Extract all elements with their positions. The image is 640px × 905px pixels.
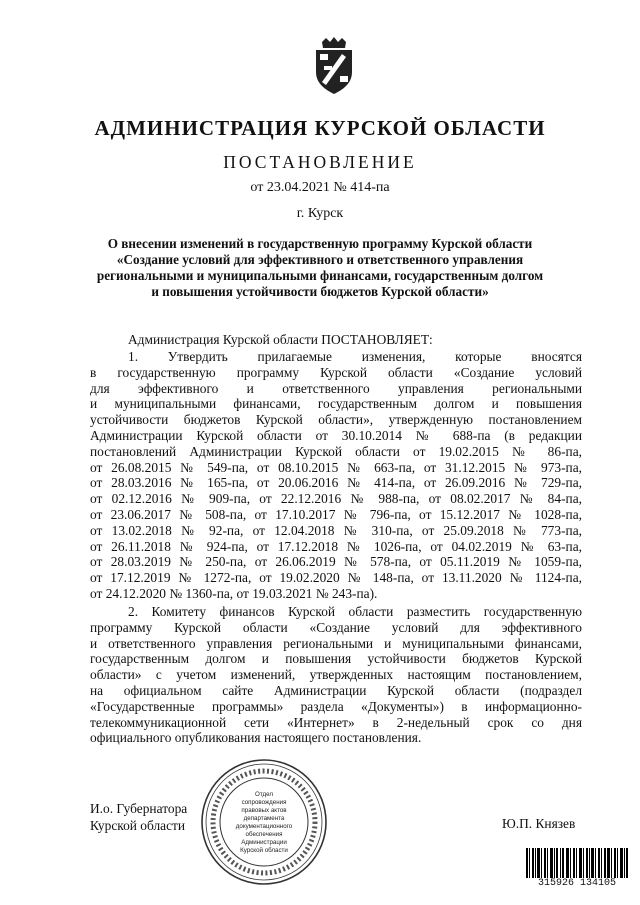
text-line: для эффективного и ответственного управления региональными <box>90 380 582 396</box>
text-line: государственным долгом и повышения устойчивости бюджетов Курской <box>90 651 582 667</box>
text-line: от 28.03.2019 № 250-па, от 26.06.2019 № 578-па, от 05.11.2019 № 1059-па, <box>90 554 582 570</box>
agency-name: АДМИНИСТРАЦИЯ КУРСКОЙ ОБЛАСТИ <box>94 116 546 140</box>
stamp-line: департамента <box>243 815 285 822</box>
official-stamp <box>198 756 330 888</box>
text-line: Администрации Курской области от 30.10.2014 № 688-па (в редакции <box>90 427 582 443</box>
text-line: официального опубликования настоящего постановления. <box>90 730 422 746</box>
subject-line: региональными и муниципальными финансами, государственным долгом <box>96 268 544 283</box>
stamp-line: Курской области <box>240 847 288 854</box>
text-line: и ответственного управления региональными и муниципальными финансами, <box>90 635 582 651</box>
signatory-title-line: Курской области <box>90 818 186 833</box>
document-date-number: от 23.04.2021 № 414-па <box>250 180 390 195</box>
document-type: ПОСТАНОВЛЕНИЕ <box>223 152 417 172</box>
text-line: от 17.12.2019 № 1272-па, от 19.02.2020 № 148-па, от 13.11.2020 № 1124-па, <box>90 570 582 586</box>
stamp-line: Отдел <box>255 791 273 798</box>
stamp-line: Администрации <box>241 839 287 846</box>
text-line: и муниципальными финансами, государственным долгом и повышения <box>90 396 582 412</box>
paragraph-2 <box>90 604 582 746</box>
barcode-number: 315926 134105 <box>524 878 630 889</box>
text-line: «Государственные программы» раздела «Документы») в информационно- <box>90 698 582 714</box>
text-line: на официальном сайте Администрации Курской области (подраздел <box>90 682 582 698</box>
text-line: от 28.03.2016 № 165-па, от 20.06.2016 № 414-па, от 26.09.2016 № 729-па, <box>90 475 582 491</box>
text-line: 2. Комитету финансов Курской области разместить государственную <box>128 604 582 619</box>
paragraph-1 <box>90 349 582 602</box>
text-line: устойчивости бюджетов Курской области», утвержденную постановлением <box>90 412 582 428</box>
text-line: от 02.12.2016 № 909-па, от 22.12.2016 № 988-па, от 08.02.2017 № 84-па, <box>90 491 582 507</box>
signatory-title-line: И.о. Губернатора <box>90 801 188 816</box>
text-line: 1. Утвердить прилагаемые изменения, которые вносятся <box>128 349 582 364</box>
text-line: телекоммуникационной сети «Интернет» в 2-недельный срок со дня <box>90 714 582 730</box>
signatory-title <box>90 800 187 834</box>
stamp-line: правовых актов <box>241 807 287 814</box>
text-line: программу Курской области «Создание условий для эффективного <box>90 619 582 635</box>
text-line: от 24.12.2020 № 1360-па, от 19.03.2021 № 243-па). <box>90 585 378 601</box>
document-subject <box>0 236 640 300</box>
text-line: от 23.06.2017 № 508-па, от 17.10.2017 № 796-па, от 15.12.2017 № 1028-па, <box>90 506 582 522</box>
document-city: г. Курск <box>296 206 344 221</box>
text-line: в государственную программу Курской области «Создание условий <box>90 364 582 380</box>
stamp-line: сопровождения <box>241 799 287 806</box>
preamble: Администрация Курской области ПОСТАНОВЛЯЕТ: <box>128 332 433 347</box>
subject-line: О внесении изменений в государственную программу Курской области <box>107 236 533 251</box>
text-line: области» с учетом изменений, утвержденных настоящим постановлением, <box>90 667 582 683</box>
text-line: от 13.02.2018 № 92-па, от 12.04.2018 № 310-па, от 25.09.2018 № 773-па, <box>90 522 582 538</box>
text-line: постановлений Администрации Курской области от 19.02.2015 № 86-па, <box>90 443 582 459</box>
stamp-line: обеспечения <box>245 831 283 838</box>
text-line: от 26.11.2018 № 924-па, от 17.12.2018 № 1026-па, от 04.02.2019 № 63-па, <box>90 538 582 554</box>
stamp-line: документационного <box>235 823 293 830</box>
subject-line: «Создание условий для эффективного и ответственного управления <box>116 252 524 267</box>
signatory-name: Ю.П. Князев <box>502 816 576 831</box>
subject-line: и повышения устойчивости бюджетов Курской области» <box>151 284 489 299</box>
text-line: от 26.08.2015 № 549-па, от 08.10.2015 № 663-па, от 31.12.2015 № 973-па, <box>90 459 582 475</box>
coat-of-arms-emblem <box>312 36 356 96</box>
